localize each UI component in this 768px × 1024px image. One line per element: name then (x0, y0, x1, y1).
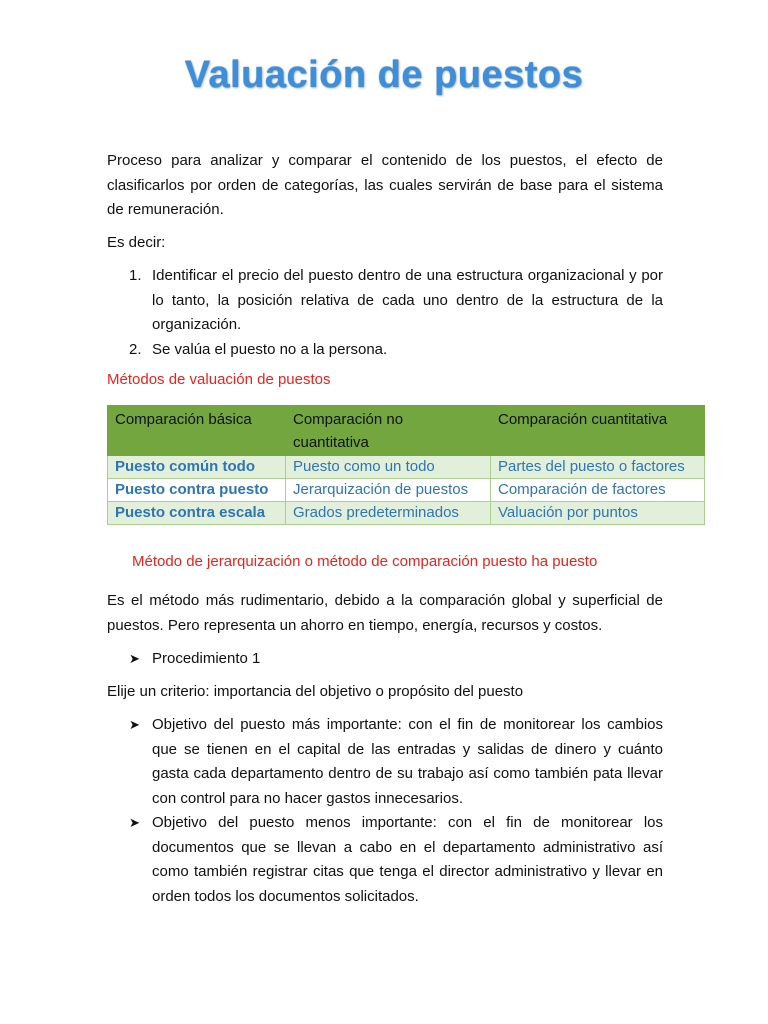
table-header-row (108, 406, 705, 456)
intro-paragraph: Proceso para analizar y comparar el contenido de los puestos, el efecto de clasificarlos por orden de categorías, las cuales servirán de base para el sistema de remuneración. (107, 152, 663, 218)
table-cell: Puesto contra puesto (108, 479, 286, 502)
table-cell: Valuación por puntos (491, 502, 705, 525)
list-number: 2. (129, 340, 142, 358)
table-header-cell: Comparación cuantitativa (491, 406, 705, 456)
list-item (107, 811, 663, 909)
arrow-bullet-icon: ➤ (129, 717, 140, 732)
procedure-label: Procedimiento 1 (152, 650, 261, 667)
table-cell: Grados predeterminados (286, 502, 491, 525)
list-item (107, 647, 663, 672)
table-cell: Partes del puesto o factores (491, 456, 705, 479)
list-item (107, 713, 663, 811)
table-row (108, 479, 705, 502)
list-item-text: Identificar el precio del puesto dentro de una estructura organizacional y por lo tanto, la posición relativa de cada uno dentro de la estructura de la organización. (152, 267, 663, 333)
list-item (107, 264, 663, 338)
table-header-cell: Comparación básica (108, 406, 286, 456)
es-decir-label: Es decir: (107, 234, 166, 251)
method-heading: Método de jerarquización o método de comparación puesto ha puesto (132, 553, 598, 570)
table-row (108, 456, 705, 479)
table-cell: Comparación de factores (491, 479, 705, 502)
objectives-list (107, 713, 663, 909)
criterion-text: Elije un criterio: importancia del objetivo o propósito del puesto (107, 683, 524, 700)
arrow-bullet-icon: ➤ (129, 651, 140, 666)
table-cell: Puesto contra escala (108, 502, 286, 525)
methods-heading: Métodos de valuación de puestos (107, 371, 331, 388)
table-cell: Puesto común todo (108, 456, 286, 479)
table-row (108, 502, 705, 525)
table-cell: Jerarquización de puestos (286, 479, 491, 502)
arrow-bullet-icon: ➤ (129, 815, 140, 830)
table-header-cell: Comparación no cuantitativa (286, 406, 491, 456)
list-number: 1. (129, 267, 142, 284)
numbered-list (107, 264, 663, 362)
list-item (107, 338, 663, 363)
list-item-text: Se valúa el puesto no a la persona. (152, 340, 388, 358)
page-title: Valuación de puestos (184, 54, 584, 96)
method-description: Es el método más rudimentario, debido a la comparación global y superficial de puestos. Pero representa un ahorro en tiempo, energía, recursos y costos. (107, 592, 663, 634)
objective-text: Objetivo del puesto menos importante: con el fin de monitorear los documentos que se llevan a cabo en el departamento administrativo así como también registrar citas que tenga el director administrativo y llevar en orden todos los documentos solicitados. (152, 814, 663, 905)
objective-text: Objetivo del puesto más importante: con el fin de monitorear los cambios que se tienen en el capital de las entradas y salidas de dinero y cuánto gasta cada departamento dentro de su trabajo así como también pata llevar con control para no hacer gastos innecesarios. (152, 716, 663, 807)
procedure-list (107, 647, 663, 672)
table-cell: Puesto como un todo (286, 456, 491, 479)
methods-table (107, 405, 705, 525)
